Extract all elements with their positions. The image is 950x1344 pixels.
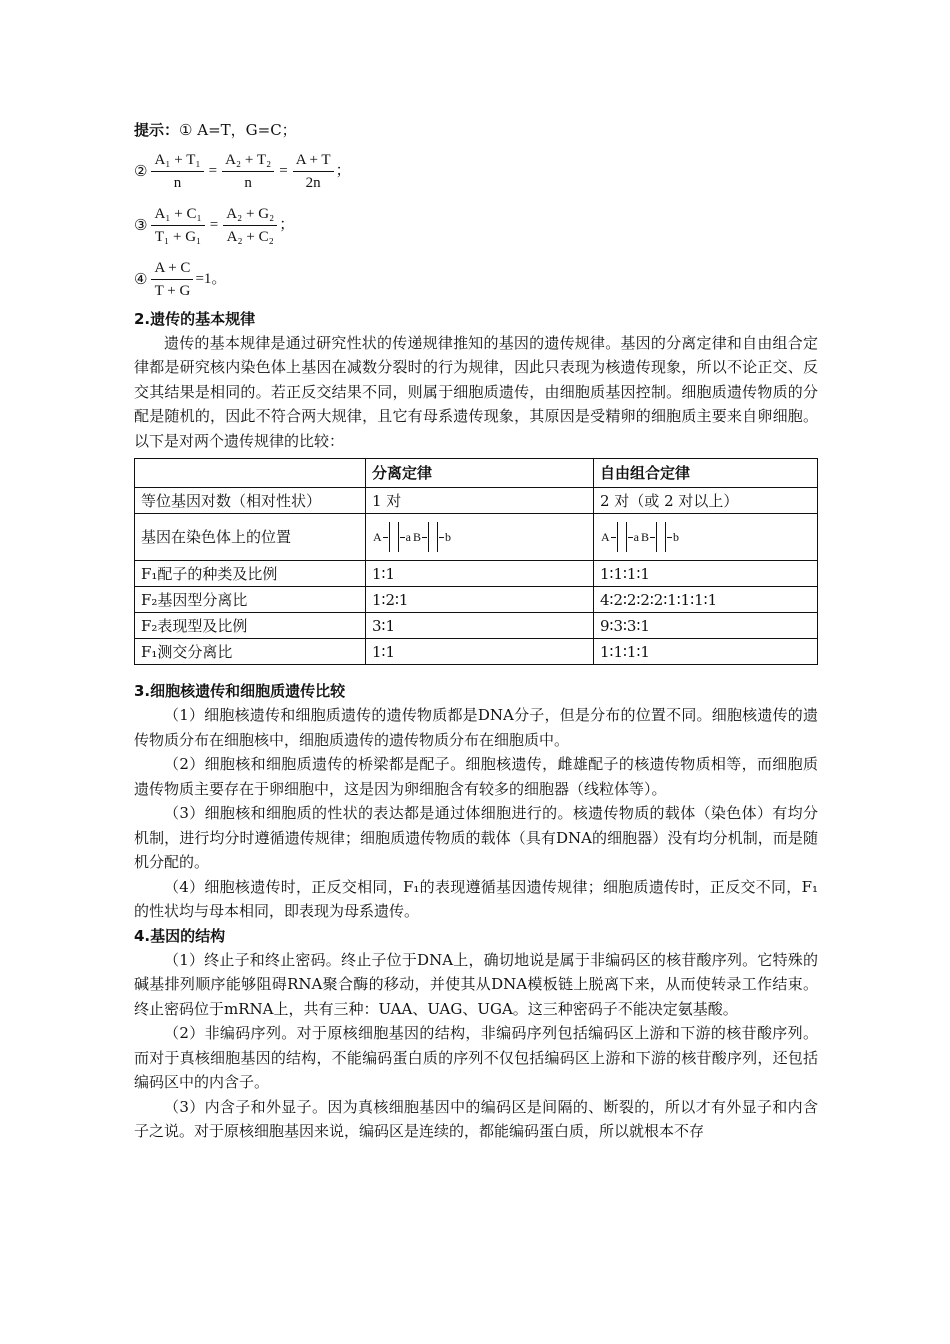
equals-sign: = [279, 163, 288, 180]
section-3-paragraph-2: （2）细胞核和细胞质遗传的桥梁都是配子。细胞核遗传，雌雄配子的核遗传物质相等，而细胞质遗传物质主要存在于卵细胞中，这是因为卵细胞含有较多的细胞器（线粒体等）。 [134, 755, 818, 798]
numerator: A₁ + T₁ [151, 150, 203, 172]
section-4-paragraph-1: （1）终止子和终止密码。终止子位于DNA上，确切地说是属于非编码区的核苷酸序列。它特殊的碱基排列顺序能够阻碍RNA聚合酶的移动，并使其从DNA模板链上脱离下来，从而使转录工作结束。终止密码位于mRNA上，共有三种：UAA、UAG、UGA。这三种密码子不能决定氨基酸。 [134, 950, 818, 1018]
tips-rule1: ① A=T，G=C； [179, 121, 297, 139]
table-row [135, 561, 818, 587]
section-3-paragraph-1: （1）细胞核遗传和细胞质遗传的遗传物质都是DNA分子，但是分布的位置不同。细胞核遗传的遗传物质分布在细胞核中，细胞质遗传的遗传物质分布在细胞质中。 [134, 706, 818, 749]
denominator: T₁ + G₁ [154, 229, 202, 245]
gene-tick [422, 537, 427, 538]
comparison-table [134, 458, 818, 665]
table-cell: 1∶1∶1∶1 [594, 639, 818, 665]
table-cell: F₂基因型分离比 [135, 587, 366, 613]
denominator: n [173, 175, 182, 191]
formula-2 [134, 145, 818, 199]
table-row [135, 613, 818, 639]
gene-tick [628, 537, 633, 538]
chromosome-line [617, 522, 618, 552]
chromosome-diagram [600, 519, 680, 555]
numerator: A₂ + G₂ [223, 204, 277, 226]
chromosome-line [428, 522, 429, 552]
table-header-cell: 自由组合定律 [594, 459, 818, 488]
numerator: A + T [293, 150, 334, 172]
gene-tick [439, 537, 444, 538]
tips-line [134, 118, 818, 143]
chromosome-diagram [372, 519, 452, 555]
chromosome-line [389, 522, 390, 552]
formula-end: =1。 [195, 271, 227, 288]
chromosome-line [398, 522, 399, 552]
formula-end: ； [279, 217, 295, 234]
gene-label: a [405, 530, 411, 544]
denominator: T + G [154, 283, 191, 299]
table-header-cell [135, 459, 366, 488]
section-4-paragraph-2: （2）非编码序列。对于原核细胞基因的结构，非编码序列包括编码区上游和下游的核苷酸序列。而对于真核细胞基因的结构，不能编码蛋白质的序列不仅包括编码区上游和下游的核苷酸序列，还包括编码区中的内含子。 [134, 1024, 818, 1091]
section-3-heading: 3.细胞核遗传和细胞质遗传比较 [134, 682, 346, 700]
denominator: 2n [305, 175, 321, 191]
denominator: A₂ + C₂ [226, 229, 274, 245]
table-cell: F₁配子的种类及比例 [135, 561, 366, 587]
table-cell: 1∶1 [366, 561, 594, 587]
table-row [135, 639, 818, 665]
section-2-paragraph: 遗传的基本规律是通过研究性状的传递规律推知的基因的遗传规律。基因的分离定律和自由组合定律都是研究核内染色体上基因在减数分裂时的行为规律，因此只表现为核遗传现象，所以不论正交、反交其结果是相同的。若正反交结果不同，则属于细胞质遗传，由细胞质基因控制。细胞质遗传物质的分配是随机的，因此不符合两大规律，且它有母系遗传现象，其原因是受精卵的细胞质主要来自卵细胞。以下是对两个遗传规律的比较： [134, 333, 818, 450]
tips-label: 提示： [134, 121, 180, 139]
table-row [135, 488, 818, 514]
table-cell [366, 514, 594, 561]
table-cell: 9∶3∶3∶1 [594, 613, 818, 639]
table-cell: 等位基因对数（相对性状） [135, 488, 366, 514]
formula-2-mark: ② [134, 162, 148, 181]
table-cell: 基因在染色体上的位置 [135, 514, 366, 561]
fraction [151, 204, 204, 247]
formula-4-mark: ④ [134, 270, 148, 289]
table-cell: 1∶1 [366, 639, 594, 665]
gene-label: A [601, 530, 610, 544]
table-cell: 4∶2∶2∶2∶2∶1∶1∶1∶1 [594, 587, 818, 613]
gene-label: a [633, 530, 639, 544]
formula-end: ； [335, 163, 351, 180]
document-content [134, 118, 818, 1144]
chromosome-line [656, 522, 657, 552]
formula-3 [134, 199, 818, 253]
gene-label: A [373, 530, 382, 544]
table-cell [594, 514, 818, 561]
gene-tick [383, 537, 388, 538]
gene-label: B [413, 530, 422, 544]
section-3-paragraph-4: （4）细胞核遗传时，正反交相同，F₁的表现遵循基因遗传规律；细胞质遗传时，正反交不同，F₁的性状均与母本相同，即表现为母系遗传。 [134, 877, 818, 920]
numerator: A + C [151, 258, 193, 280]
gene-tick [611, 537, 616, 538]
fraction [293, 150, 334, 193]
formula-4 [134, 253, 818, 307]
equals-sign: = [209, 217, 219, 234]
table-row [135, 514, 818, 561]
formula-3-mark: ③ [134, 216, 148, 235]
fraction [223, 204, 277, 247]
table-cell: 3∶1 [366, 613, 594, 639]
table-cell: 1 对 [366, 488, 594, 514]
gene-label: B [641, 530, 650, 544]
fraction [151, 258, 193, 301]
section-2-heading: 2.遗传的基本规律 [134, 309, 256, 328]
section-3-paragraph-3: （3）细胞核和细胞质的性状的表达都是通过体细胞进行的。核遗传物质的载体（染色体）有均分机制，进行均分时遵循遗传规律；细胞质遗传物质的载体（具有DNA的细胞器）没有均分机制，而是随机分配的。 [134, 804, 818, 871]
table-cell: F₂表现型及比例 [135, 613, 366, 639]
section-4-heading: 4.基因的结构 [134, 926, 226, 945]
chromosome-line [626, 522, 627, 552]
denominator: n [244, 175, 252, 191]
table-cell: F₁测交分离比 [135, 639, 366, 665]
table-header-cell: 分离定律 [366, 459, 594, 488]
table-cell: 2 对（或 2 对以上） [594, 488, 818, 514]
gene-label: b [445, 530, 452, 544]
numerator: A₁ + C₁ [151, 204, 204, 226]
numerator: A₂ + T₂ [222, 150, 274, 172]
gene-tick [400, 537, 405, 538]
fraction [222, 150, 274, 193]
table-cell: 1∶2∶1 [366, 587, 594, 613]
table-cell: 1∶1∶1∶1 [594, 561, 818, 587]
gene-tick [650, 537, 655, 538]
equals-sign: = [208, 163, 218, 180]
gene-tick [667, 537, 672, 538]
table-row [135, 587, 818, 613]
fraction [151, 150, 203, 193]
table-header-row [135, 459, 818, 488]
chromosome-line [437, 522, 438, 552]
section-4-paragraph-3: （3）内含子和外显子。因为真核细胞基因中的编码区是间隔的、断裂的，所以才有外显子和内含子之说。对于原核细胞基因来说，编码区是连续的，都能编码蛋白质，所以就根本不存 [134, 1097, 818, 1140]
gene-label: b [673, 530, 680, 544]
chromosome-line [665, 522, 666, 552]
